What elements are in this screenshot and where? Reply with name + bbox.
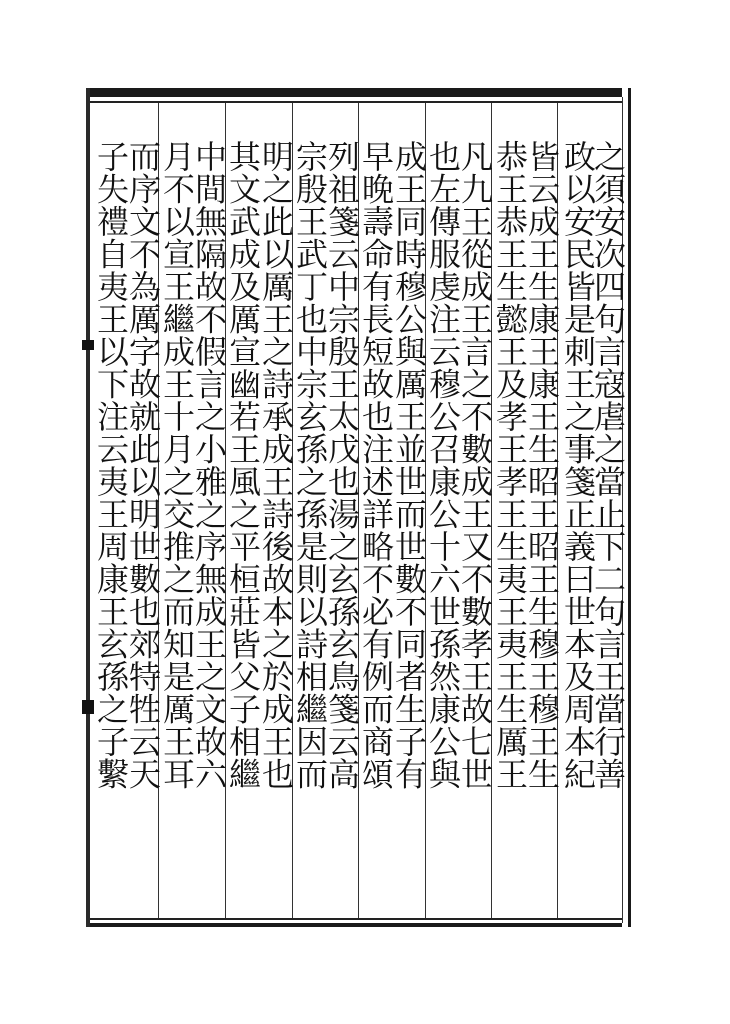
text-column-16: 子失禮自夷王以下注云夷王周康王玄孫之子繫 [92, 140, 130, 790]
text-column-2: 政以安民皆是刺王之事箋正義曰世本及周本紀 [559, 140, 597, 790]
text-column-4: 恭王恭王生懿王及孝王孝王生夷王夷王生厲王 [491, 140, 529, 790]
text-column-14: 月不以宣王繼成王十月之交推之而知是厲王耳 [158, 140, 196, 790]
text-column-15: 而序文不為厲字故就此以明世數也郊特牲云天 [124, 140, 162, 790]
text-column-13: 中間無隔故不假言之小雅之序無成王之文故六 [190, 140, 228, 790]
text-column-12: 其文武成及厲宣幽若王風之平桓莊皆父子相繼 [224, 140, 262, 790]
frame-bottom-heavy-rule [90, 923, 622, 927]
text-column-7: 成王同時穆公與厲王並世而世數不同者生子有 [390, 140, 428, 790]
frame-top-thin-rule [90, 101, 622, 103]
text-column-1: 之須安次四句言寇虐之當止下二句言王當行善 [589, 140, 627, 790]
text-column-6: 也左傳服虔注云穆公召康公十六世孫然康公與 [424, 140, 462, 790]
frame-top-heavy-rule [90, 88, 622, 97]
text-column-9: 列祖箋云中宗殷王太戊也湯之玄孫玄鳥箋云高 [323, 140, 361, 790]
text-column-8: 早晚壽命有長短故也注述詳略不必有例而商頌 [357, 140, 395, 790]
text-column-5: 凡九王從成王言之不數成王又不數孝王故七世 [456, 140, 494, 790]
text-column-3: 皆云成王生康王康王生昭王昭王生穆王穆王生 [523, 140, 561, 790]
text-column-11: 明之此以厲王之詩承成王詩後故本之於成王也 [257, 140, 295, 790]
text-column-10: 宗殷王武丁也中宗玄孫之孫是則以詩相繼因而 [291, 140, 329, 790]
